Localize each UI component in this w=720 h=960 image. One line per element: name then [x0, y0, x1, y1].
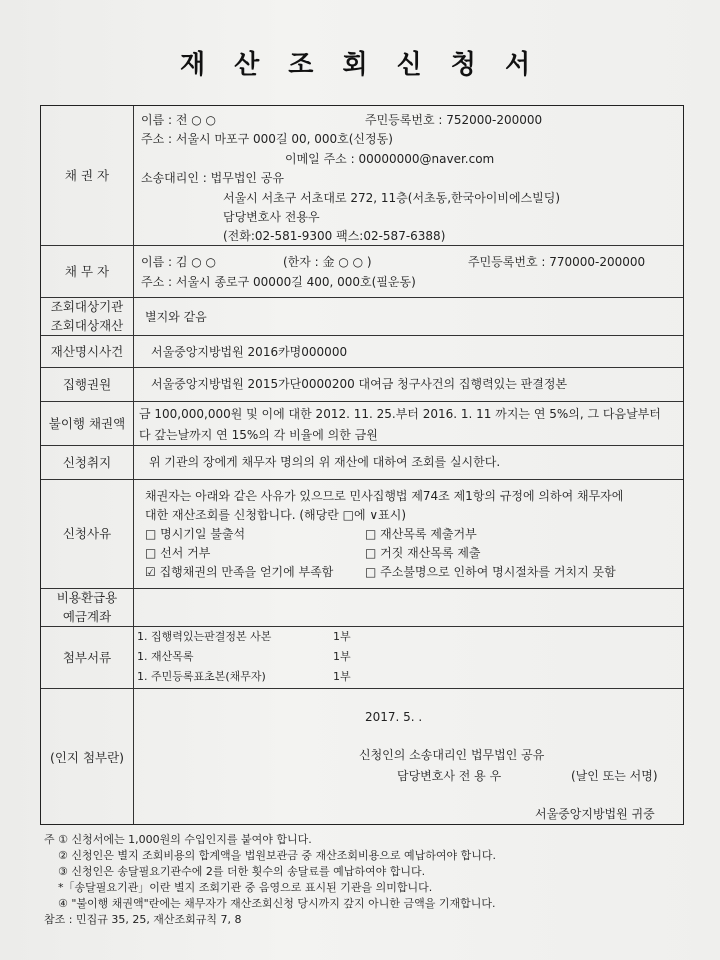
purpose-value: 위 기관의 장에게 채무자 명의의 위 재산에 대하여 조회를 실시한다.	[149, 455, 501, 469]
note-2: ② 신청인은 별지 조회비용의 합계액을 법원보관금 중 재산조회비용으로 예납하여야 합니다.	[58, 849, 496, 862]
target-label	[41, 297, 133, 335]
target-label-line2: 조회대상재산	[50, 318, 124, 333]
purpose-label: 신청취지	[62, 454, 112, 470]
refund-label-line2: 예금계좌	[62, 609, 112, 624]
reason-intro-line1: 채권자는 아래와 같은 사유가 있으므로 민사집행법 제74조 제1항의 규정에 의하여 채무자에	[145, 489, 624, 503]
target-label-line1: 조회대상기관	[50, 299, 124, 314]
reason-option-refusal[interactable]: □ 재산목록 제출거부	[365, 527, 477, 541]
unpaid-line1: 금 100,000,000원 및 이에 대한 2012. 11. 25.부터 2016. 1. 11 까지는 연 5%의, 그 다음날부터	[139, 407, 661, 421]
attachment-item-name: 1. 재산목록	[137, 650, 194, 663]
execution-title-label: 집행권원	[62, 376, 112, 392]
attachment-item-count: 1부	[333, 630, 351, 643]
attorney-name: 담당변호사 전 용 우	[397, 769, 502, 783]
target-value: 별지와 같음	[145, 310, 207, 324]
footnotes	[44, 832, 704, 928]
creditor-label: 채 권 자	[64, 168, 110, 183]
creditor-address: 주소 : 서울시 마포구 000길 00, 000호(신정동)	[141, 132, 393, 146]
reason-option-false-list[interactable]: □ 거짓 재산목록 제출	[365, 546, 481, 560]
creditor-agent: 소송대리인 : 법무법인 공유	[141, 171, 284, 185]
attachment-item-name: 1. 집행력있는판결정본 사본	[137, 630, 272, 643]
applicant-representative: 신청인의 소송대리인 법무법인 공유	[359, 748, 545, 762]
attachment-item-name: 1. 주민등록표초본(채무자)	[137, 670, 266, 683]
debtor-hanja: (한자 : 金 ○ ○ )	[283, 255, 372, 269]
refund-label	[41, 588, 133, 626]
reason-option-insufficient[interactable]: ☑ 집행채권의 만족을 얻기에 부족함	[145, 565, 334, 579]
attachment-item-count: 1부	[333, 650, 351, 663]
note-4: ④ "불이행 채권액"란에는 채무자가 재산조회신청 당시까지 갚지 아니한 금액을 기재합니다.	[58, 897, 496, 910]
creditor-contact: (전화:02-581-9300 팩스:02-587-6388)	[223, 229, 446, 243]
attachments-label: 첨부서류	[62, 649, 112, 665]
reason-option-unknown-address[interactable]: □ 주소불명으로 인하여 명시절차를 거치지 못함	[365, 565, 616, 579]
creditor-name: 이름 : 전 ○ ○	[141, 113, 217, 127]
refund-label-line1: 비용환급용	[56, 590, 118, 605]
note-3-detail: *「송달필요기관」이란 별지 조회기관 중 음영으로 표시된 기관을 의미합니다.	[58, 881, 433, 894]
attachment-item-count: 1부	[333, 670, 351, 683]
note-3: ③ 신청인은 송달필요기관수에 2를 더한 횟수의 송달료를 예납하여야 합니다.	[58, 865, 426, 878]
reason-label: 신청사유	[62, 526, 112, 541]
reason-option-oath-refusal[interactable]: □ 선서 거부	[145, 546, 211, 560]
application-form	[40, 105, 684, 825]
label-divider	[133, 106, 134, 824]
creditor-email: 이메일 주소 : 00000000@naver.com	[285, 152, 495, 166]
reason-intro-line2: 대한 재산조회를 신청합니다. (해당란 □에 ∨표시)	[145, 508, 407, 522]
debtor-rrn: 주민등록번호 : 770000-200000	[468, 255, 646, 269]
creditor-agent-address: 서울시 서초구 서초대로 272, 11층(서초동,한국아이비에스빌딩)	[223, 191, 561, 205]
unpaid-line2: 다 갚는날까지 연 15%의 각 비율에 의한 금원	[139, 428, 378, 442]
unpaid-label: 불이행 채권액	[48, 415, 126, 431]
document-title: 재 산 조 회 신 청 서	[179, 50, 541, 80]
case-value: 서울중앙지방법원 2016카명000000	[151, 345, 348, 359]
execution-title-value: 서울중앙지방법원 2015가단0000200 대여금 청구사건의 집행력있는 판결정본	[151, 377, 568, 391]
stamp-label: (인지 첨부란)	[49, 749, 125, 765]
application-date: 2017. 5. .	[365, 710, 423, 724]
note-1: 주 ① 신청서에는 1,000원의 수입인지를 붙여야 합니다.	[44, 833, 312, 846]
court-addressee: 서울중앙지방법원 귀중	[535, 807, 655, 821]
reference-note: 참조 : 민집규 35, 25, 재산조회규칙 7, 8	[44, 913, 242, 926]
case-label: 재산명시사건	[50, 343, 124, 359]
debtor-name: 이름 : 김 ○ ○	[141, 255, 217, 269]
creditor-attorney: 담당변호사 전용우	[223, 210, 320, 224]
seal-or-signature: (날인 또는 서명)	[571, 769, 658, 783]
debtor-address: 주소 : 서울시 종로구 00000길 400, 000호(필운동)	[141, 275, 416, 289]
creditor-rrn: 주민등록번호 : 752000-200000	[365, 113, 543, 127]
reason-option-absence[interactable]: □ 명시기일 불출석	[145, 527, 246, 541]
debtor-label: 채 무 자	[64, 263, 110, 279]
